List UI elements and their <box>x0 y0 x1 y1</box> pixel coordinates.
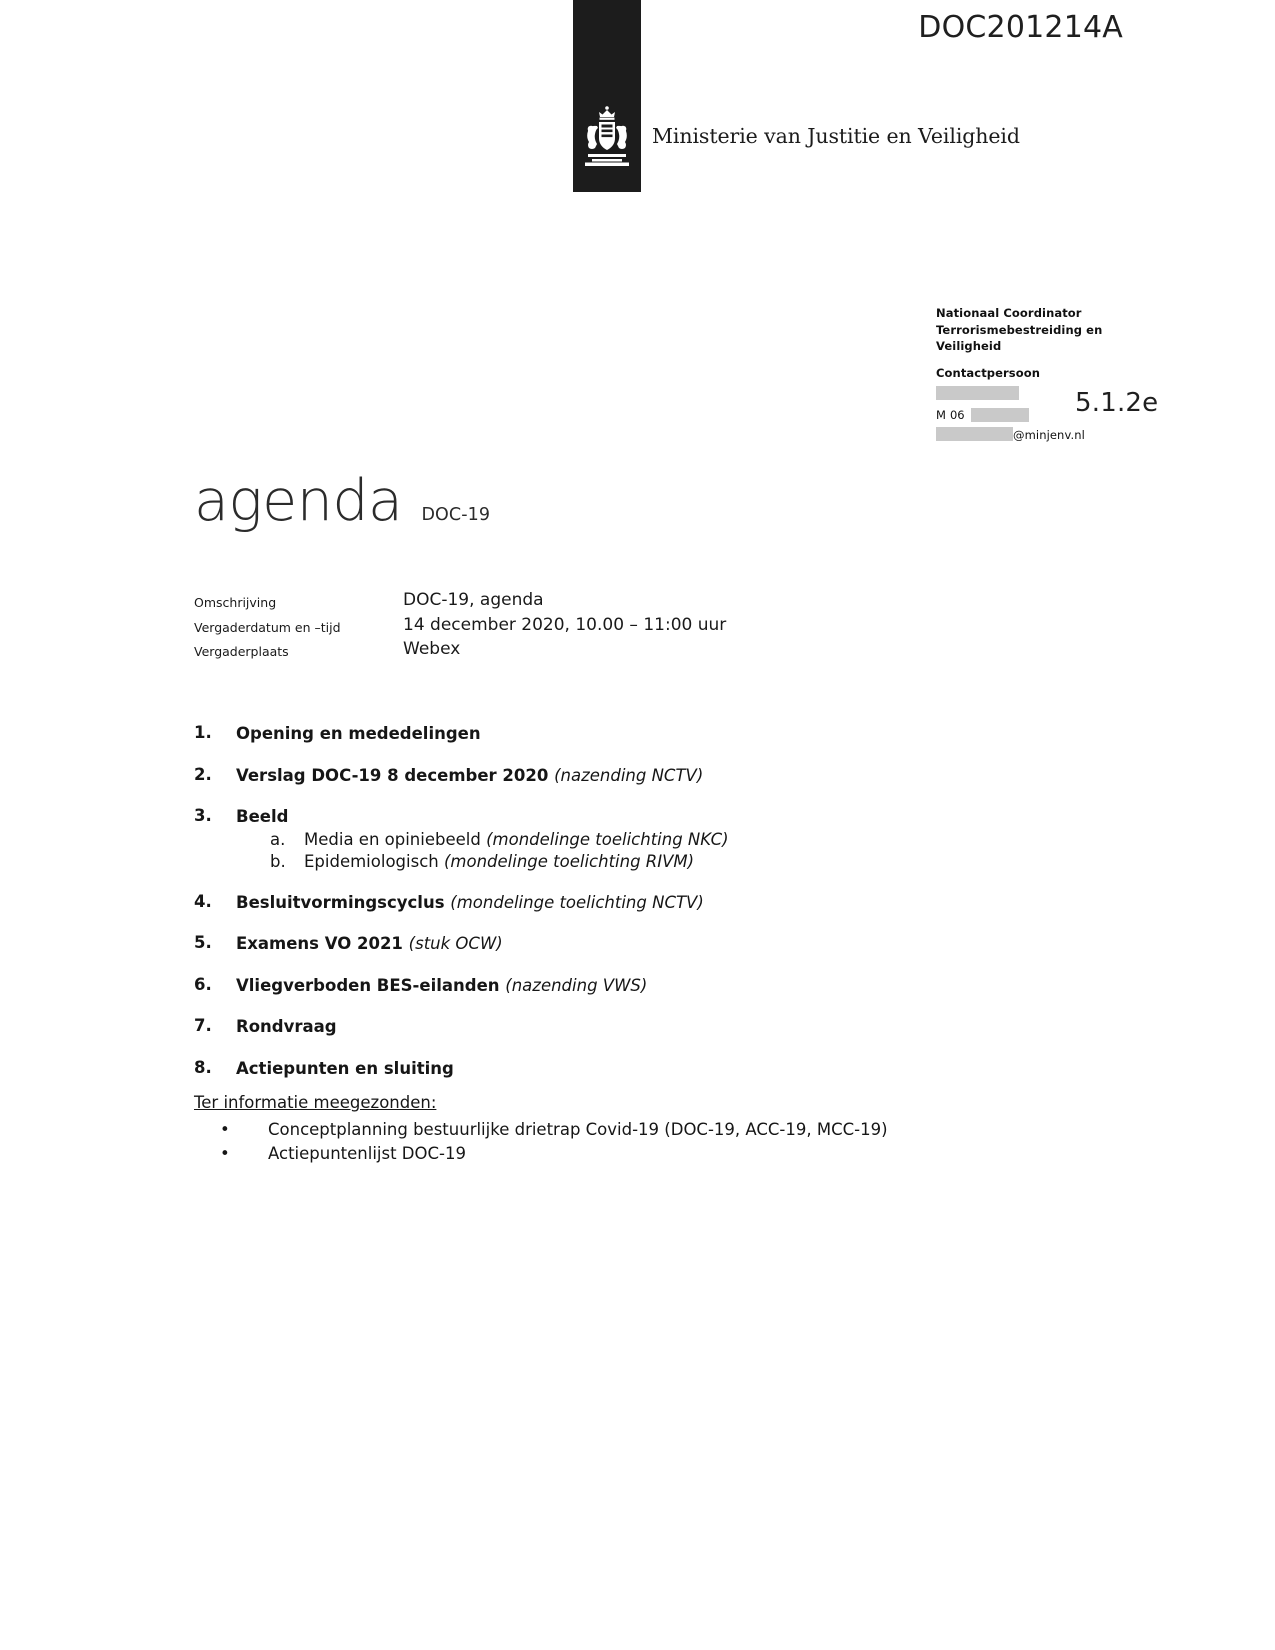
agenda-item-number: 5. <box>194 933 212 952</box>
redaction-bar-name <box>936 386 1019 400</box>
bullet-icon: • <box>220 1143 230 1163</box>
agenda-item-body <box>236 892 1074 914</box>
agenda-subitem-list <box>236 829 1074 872</box>
attachment-text: Actiepuntenlijst DOC-19 <box>268 1143 466 1163</box>
agenda-subitem-letter: b. <box>270 851 286 871</box>
page-title-suffix: DOC-19 <box>421 505 491 525</box>
agenda-item-body <box>236 933 1074 955</box>
attachment-list-item <box>194 1118 934 1142</box>
agenda-item-title-line <box>236 806 1074 828</box>
agenda-item-title: Vliegverboden BES-eilanden <box>236 975 500 995</box>
attachments-list <box>194 1118 934 1165</box>
agenda-item <box>194 723 1074 745</box>
metadata-value-vergaderplaats: Webex <box>403 639 461 659</box>
contact-person-label: Contactpersoon <box>936 365 1041 380</box>
agenda-subitem-note: (mondelinge toelichting NKC) <box>486 830 729 849</box>
page-title-main: agenda <box>194 468 403 534</box>
agenda-item-title: Besluitvormingscyclus <box>236 892 445 912</box>
agenda-item-title: Examens VO 2021 <box>236 934 403 953</box>
contact-block <box>936 305 1146 443</box>
agenda-item-number: 4. <box>194 891 212 911</box>
agenda-item-note: (mondelinge toelichting NCTV) <box>450 892 704 912</box>
contact-organisation-line-1: Nationaal Coordinator <box>936 306 1082 320</box>
attachment-list-item <box>194 1142 934 1166</box>
metadata-value-vergaderdatum: 14 december 2020, 10.00 – 11:00 uur <box>403 614 727 635</box>
contact-organisation-line-3: Veiligheid <box>936 339 1002 353</box>
contact-email-domain: @minjenv.nl <box>1013 427 1085 442</box>
document-number: DOC201214A <box>918 10 1123 45</box>
agenda-item-number: 2. <box>194 764 212 784</box>
agenda-item-body <box>236 806 1074 872</box>
agenda-item <box>194 765 1074 787</box>
metadata-value-omschrijving: DOC-19, agenda <box>403 590 544 610</box>
agenda-subitem <box>236 829 1074 851</box>
contact-organisation <box>936 305 1146 355</box>
agenda-subitem-letter: a. <box>270 830 286 849</box>
agenda-item-number: 3. <box>194 806 212 825</box>
agenda-subitem-text-line <box>304 829 1074 851</box>
agenda-item-number: 7. <box>194 1016 212 1035</box>
metadata-row <box>194 614 894 638</box>
contact-email-row <box>936 427 1146 444</box>
agenda-item-title-line <box>236 765 1074 787</box>
agenda-subitem <box>236 851 1074 873</box>
agenda-item-title-line <box>236 933 1074 955</box>
meeting-metadata <box>194 589 894 663</box>
agenda-item-list <box>194 723 1074 1099</box>
attachments-section <box>194 1092 934 1165</box>
redaction-bar-email <box>936 427 1013 441</box>
ministry-logo-bar <box>573 0 641 192</box>
metadata-label-vergaderplaats: Vergaderplaats <box>194 644 289 659</box>
agenda-subitem-text: Epidemiologisch <box>304 851 439 871</box>
agenda-item-title: Beeld <box>236 807 289 826</box>
metadata-label-vergaderdatum: Vergaderdatum en –tijd <box>194 619 341 635</box>
bullet-icon: • <box>220 1120 230 1139</box>
agenda-item-number: 1. <box>194 723 212 742</box>
agenda-item <box>194 1058 1074 1080</box>
agenda-item-body <box>236 1058 1074 1080</box>
agenda-item-note: (nazending NCTV) <box>554 765 704 785</box>
classification-mark: 5.1.2e <box>1075 388 1159 418</box>
agenda-item <box>194 1016 1074 1038</box>
agenda-item <box>194 975 1074 997</box>
agenda-item <box>194 892 1074 914</box>
agenda-item-note: (nazending VWS) <box>505 975 648 995</box>
agenda-subitem-text-line <box>304 851 1074 873</box>
agenda-subitem-text: Media en opiniebeeld <box>304 830 481 849</box>
agenda-item-title-line <box>236 1016 1074 1038</box>
agenda-item <box>194 933 1074 955</box>
agenda-item-number: 8. <box>194 1057 212 1077</box>
agenda-item-title-line <box>236 723 1074 745</box>
contact-organisation-line-2: Terrorismebestreiding en <box>936 322 1103 337</box>
attachment-text: Conceptplanning bestuurlijke drietrap Covid-19 (DOC-19, ACC-19, MCC-19) <box>268 1120 888 1139</box>
agenda-item-title: Opening en mededelingen <box>236 724 481 743</box>
agenda-item-title-line <box>236 1058 1074 1080</box>
agenda-item-number: 6. <box>194 974 212 994</box>
agenda-subitem-note: (mondelinge toelichting RIVM) <box>443 851 695 871</box>
agenda-item-body <box>236 1016 1074 1038</box>
dutch-coat-of-arms-icon <box>573 98 641 170</box>
agenda-item-body <box>236 975 1074 997</box>
agenda-item-title: Rondvraag <box>236 1017 337 1036</box>
redaction-bar-phone <box>971 408 1029 422</box>
agenda-item-title-line <box>236 892 1074 914</box>
contact-phone-number: 06 <box>949 408 965 422</box>
ministry-name: Ministerie van Justitie en Veiligheid <box>652 124 1020 148</box>
metadata-row <box>194 638 894 662</box>
agenda-item-note: (stuk OCW) <box>408 934 503 953</box>
metadata-label-omschrijving: Omschrijving <box>194 595 277 610</box>
agenda-item-body <box>236 765 1074 787</box>
agenda-item-title: Actiepunten en sluiting <box>236 1058 454 1078</box>
agenda-item-title-line <box>236 975 1074 997</box>
agenda-item-title: Verslag DOC-19 8 december 2020 <box>236 765 549 785</box>
agenda-item-body <box>236 723 1074 745</box>
metadata-row <box>194 589 894 613</box>
page-title <box>194 468 491 534</box>
agenda-item <box>194 806 1074 872</box>
contact-phone-prefix: M <box>936 408 947 422</box>
attachments-heading: Ter informatie meegezonden: <box>194 1093 437 1112</box>
